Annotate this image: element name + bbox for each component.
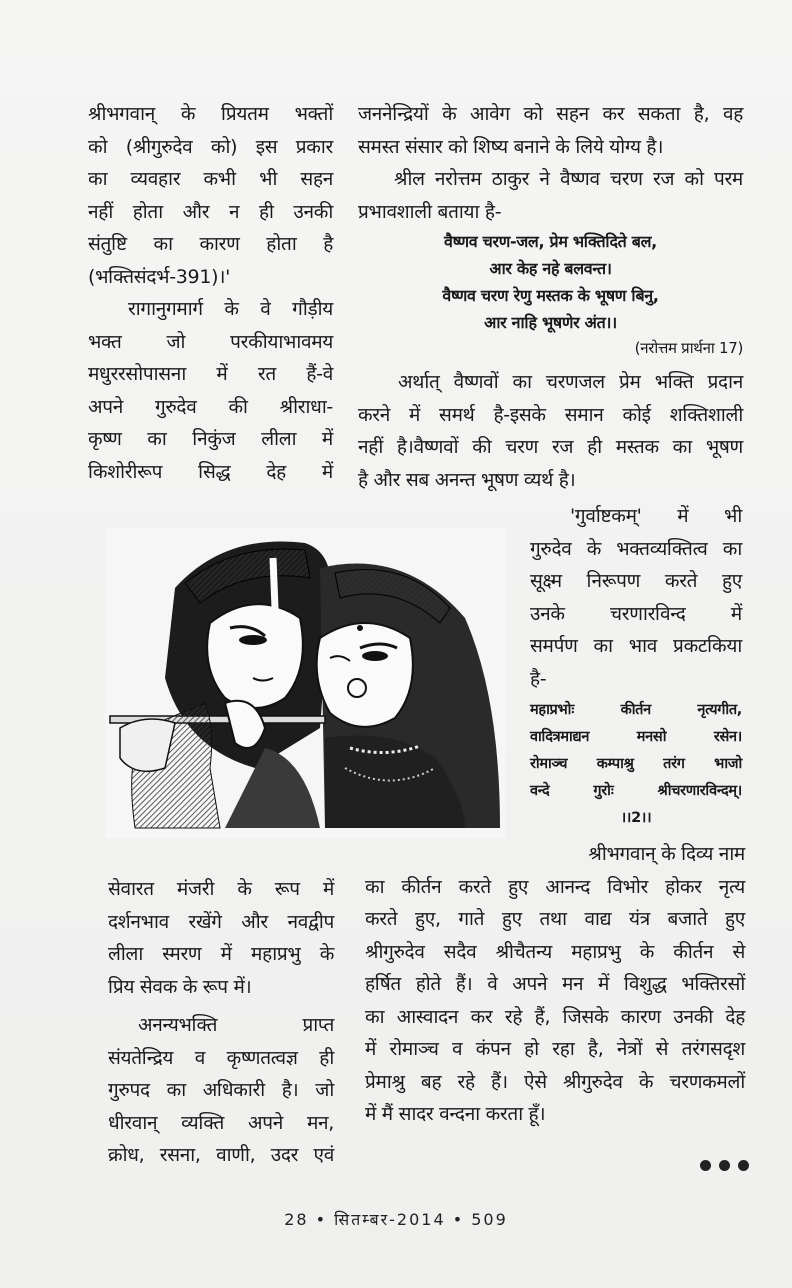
sanskrit-verse: [530, 697, 742, 832]
text-line: प्रेमाश्रु बह रहे हैं। ऐसे श्रीगुरुदेव के चरणकमलों: [365, 1070, 745, 1093]
verse-line: वैष्णव चरण रेणु मस्तक के भूषण बिनु,: [442, 286, 659, 305]
text-line: धीरवान् व्यक्ति अपने मन,: [108, 1111, 334, 1134]
left-column-top: [88, 98, 333, 488]
dot-icon: [700, 1160, 711, 1171]
right-column-bottom: [365, 838, 745, 1131]
verse-line: आर नाहि भूषणेर अंत।।: [484, 313, 617, 332]
verse-line: वन्दे गुरोः श्रीचरणारविन्दम्।: [530, 783, 742, 799]
text-line: हर्षित होते हैं। वे अपने मन में विशुद्ध भक्तिरसों: [365, 973, 745, 995]
text-line: सूक्ष्म निरूपण करते हुए: [530, 570, 742, 592]
text-line: करने में समर्थ है-इसके समान कोई शक्तिशाली: [358, 403, 743, 426]
verse-line: वैष्णव चरण-जल, प्रेम भक्तिदिते बल,: [444, 232, 657, 251]
text-line: 'गुर्वाष्टकम्' में भी: [570, 505, 742, 527]
text-line: कृष्ण का निकुंज लीला में: [88, 428, 333, 450]
text-line: का व्यवहार कभी भी सहन: [88, 168, 333, 190]
verse-line: महाप्रभोः कीर्तन नृत्यगीत,: [530, 702, 742, 718]
text-line: अर्थात् वैष्णवों का चरणजल प्रेम भक्ति प्रदान: [398, 371, 743, 393]
text-line: नहीं है।वैष्णवों की चरण रज ही मस्तक का भूषण: [358, 436, 743, 458]
text-line: दर्शनभाव रखेंगे और नवद्वीप: [108, 910, 334, 933]
text-line: करते हुए, गाते हुए तथा वाद्य यंत्र बजाते हुए: [365, 908, 745, 930]
text-line: में रोमाञ्च व कंपन हो रहा है, नेत्रों से तरंगसदृश: [365, 1038, 745, 1060]
text-line: भक्त जो परकीयाभावमय: [88, 330, 333, 353]
text-line: अपने गुरुदेव की श्रीराधा-: [88, 395, 333, 418]
text-line: है-: [530, 667, 547, 690]
text-line: है और सब अनन्त भूषण व्यर्थ है।: [358, 468, 576, 491]
text-line: सेवारत मंजरी के रूप में: [108, 878, 334, 900]
page-footer: [0, 1208, 792, 1230]
text-line: में मैं सादर वन्दना करता हूँ।: [365, 1103, 546, 1125]
text-line: लीला स्मरण में महाप्रभु के: [108, 943, 334, 965]
illustration-art-icon: [105, 528, 505, 838]
right-column-top: [358, 98, 743, 496]
text-line: का कीर्तन करते हुए आनन्द विभोर होकर नृत्य: [365, 875, 745, 898]
text-line: श्रील नरोत्तम ठाकुर ने वैष्णव चरण रज को परम: [394, 168, 743, 190]
verse-line: रोमाञ्च कम्पाश्रु तरंग भाजो: [530, 756, 742, 772]
text-line: को (श्रीगुरुदेव को) इस प्रकार: [88, 135, 333, 158]
text-line: (भक्तिसंदर्भ-391)।': [88, 265, 231, 288]
text-line: समस्त संसार को शिष्य बनाने के लिये योग्य है।: [358, 135, 664, 158]
text-line: गुरुदेव के भक्तव्यक्तित्व का: [530, 537, 742, 560]
text-line: नहीं होता और न ही उनकी: [88, 200, 333, 223]
text-line: संयतेन्द्रिय व कृष्णतत्वज्ञ ही: [108, 1046, 334, 1069]
text-line: समर्पण का भाव प्रकटकिया: [530, 635, 742, 657]
text-line: अनन्यभक्ति प्राप्त: [138, 1014, 334, 1036]
text-line: श्रीभगवान् के दिव्य नाम: [588, 843, 745, 865]
verse-reference: (नरोत्तम प्रार्थना 17): [634, 339, 743, 357]
text-line: रागानुगमार्ग के वे गौड़ीय: [128, 298, 333, 320]
verse-line: वादित्रमाद्यन मनसो रसेन।: [530, 729, 742, 745]
dot-icon: [738, 1160, 749, 1171]
text-line: प्रभावशाली बताया है-: [358, 200, 502, 223]
footer-text: 28 • सितम्बर-2014 • 509: [284, 1210, 508, 1229]
text-line: क्रोध, रसना, वाणी, उदर एवं: [108, 1144, 334, 1166]
text-line: श्रीभगवान् के प्रियतम भक्तों: [88, 103, 333, 125]
radha-krishna-illustration: [105, 528, 505, 838]
verse-line: आर केह नहे बलवन्त।: [489, 259, 612, 278]
text-line: उनके चरणारविन्द में: [530, 602, 742, 625]
text-line: श्रीगुरुदेव सदैव श्रीचैतन्य महाप्रभु के कीर्तन से: [365, 940, 745, 963]
right-column-middle: [530, 500, 742, 832]
bengali-verse: [358, 228, 743, 360]
dot-icon: [719, 1160, 730, 1171]
text-line: प्रिय सेवक के रूप में।: [108, 975, 252, 998]
end-of-article-marker: [700, 1160, 749, 1171]
text-line: जननेन्द्रियों के आवेग को सहन कर सकता है, वह: [358, 103, 743, 125]
text-line: मधुररसोपासना में रत हैं-वे: [88, 363, 333, 385]
text-line: किशोरीरूप सिद्ध देह में: [88, 460, 333, 483]
text-line: गुरुपद का अधिकारी है। जो: [108, 1079, 334, 1101]
verse-number: ।।2।।: [620, 810, 652, 826]
text-line: संतुष्टि का कारण होता है: [88, 233, 333, 255]
text-line: का आस्वादन कर रहे हैं, जिसके कारण उनकी देह: [365, 1005, 745, 1028]
left-column-bottom: [108, 873, 334, 1172]
